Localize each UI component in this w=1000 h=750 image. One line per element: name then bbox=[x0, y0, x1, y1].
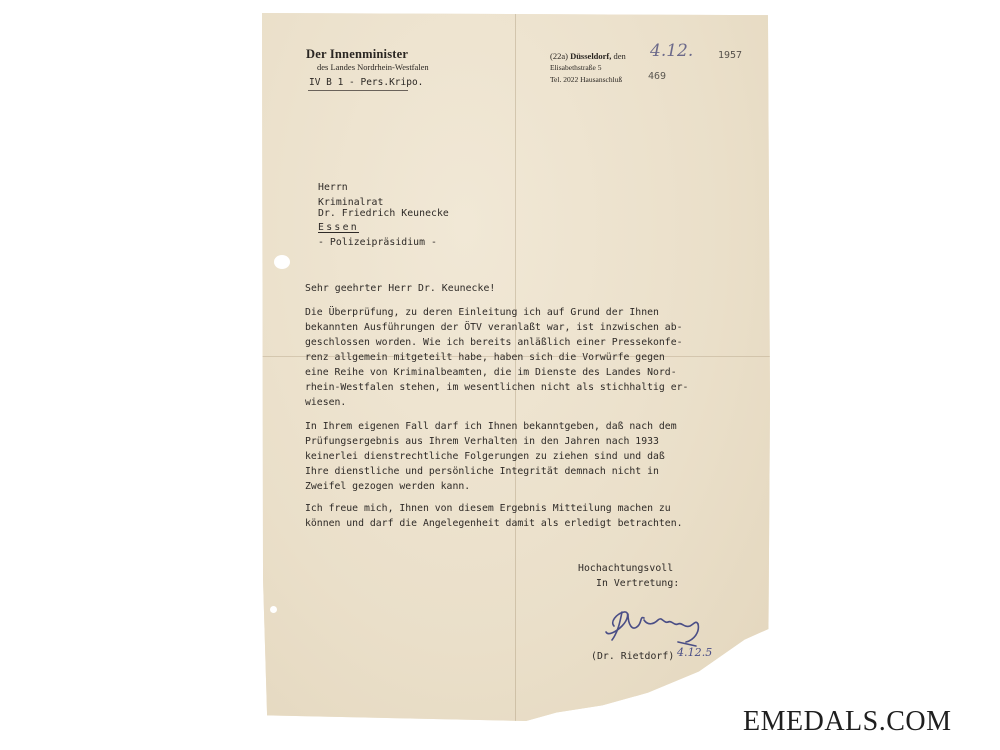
date-prefix: den bbox=[613, 51, 626, 61]
address-office: - Polizeipräsidium - bbox=[318, 237, 437, 248]
telephone-extension: 469 bbox=[648, 71, 667, 82]
paper-hole bbox=[270, 606, 277, 613]
postal-zone: (22a) bbox=[550, 51, 568, 61]
body-line: geschlossen worden. Wie ich bereits anläßlich einer Pressekonfe- bbox=[305, 337, 683, 348]
body-line: Die Überprüfung, zu deren Einleitung ich auf Grund der Ihnen bbox=[305, 307, 659, 318]
place-line bbox=[550, 51, 626, 61]
handwritten-date: 4.12. bbox=[650, 41, 694, 61]
telephone-line: Tel. 2022 Hausanschluß bbox=[550, 75, 623, 84]
signature-initials: 4.12.5 bbox=[677, 646, 713, 659]
address-city: Essen bbox=[318, 222, 359, 233]
body-line: eine Reihe von Kriminalbeamten, die im Dienste des Landes Nord- bbox=[305, 367, 677, 378]
city-name: Düsseldorf, bbox=[570, 51, 612, 61]
watermark-logo: EMEDALS.COM bbox=[743, 706, 952, 737]
closing-regards: Hochachtungsvoll bbox=[578, 563, 674, 574]
reference-code: IV B 1 - Pers.Kripo. bbox=[309, 77, 424, 88]
body-line: keinerlei dienstrechtliche Folgerungen zu ziehen sind und daß bbox=[305, 451, 665, 462]
handwritten-signature bbox=[598, 602, 748, 658]
body-line: wiesen. bbox=[305, 397, 347, 408]
ministry-land: des Landes Nordrhein-Westfalen bbox=[317, 62, 429, 72]
reference-underline bbox=[308, 90, 408, 91]
signer-name: (Dr. Rietdorf) bbox=[591, 651, 675, 662]
greeting: Sehr geehrter Herr Dr. Keunecke! bbox=[305, 283, 496, 294]
body-line: Zweifel gezogen werden kann. bbox=[305, 481, 471, 492]
body-line: Ihre dienstliche und persönliche Integrität demnach nicht in bbox=[305, 466, 659, 477]
body-line: bekannten Ausführungen der ÖTV veranlaßt war, ist inzwischen ab- bbox=[305, 322, 683, 333]
body-line: Ich freue mich, Ihnen von diesem Ergebnis Mitteilung machen zu bbox=[305, 503, 671, 514]
body-line: können und darf die Angelegenheit damit als erledigt betrachten. bbox=[305, 518, 683, 529]
body-line: In Ihrem eigenen Fall darf ich Ihnen bekanntgeben, daß nach dem bbox=[305, 421, 677, 432]
paper-hole bbox=[274, 255, 290, 269]
date-year: 1957 bbox=[718, 50, 743, 61]
address-salutation: Herrn bbox=[318, 182, 348, 193]
address-title: Kriminalrat bbox=[318, 197, 384, 208]
signature-scribble-icon bbox=[598, 602, 748, 658]
ministry-heading: Der Innenminister bbox=[306, 47, 409, 61]
body-line: renz allgemein mitgeteilt habe, haben sich die Vorwürfe gegen bbox=[305, 352, 665, 363]
street-address: Elisabethstraße 5 bbox=[550, 63, 602, 72]
body-line: rhein-Westfalen stehen, im wesentlichen nicht als stichhaltig er- bbox=[305, 382, 689, 393]
address-name: Dr. Friedrich Keunecke bbox=[318, 208, 449, 219]
closing-representation: In Vertretung: bbox=[596, 578, 680, 589]
body-line: Prüfungsergebnis aus Ihrem Verhalten in den Jahren nach 1933 bbox=[305, 436, 659, 447]
